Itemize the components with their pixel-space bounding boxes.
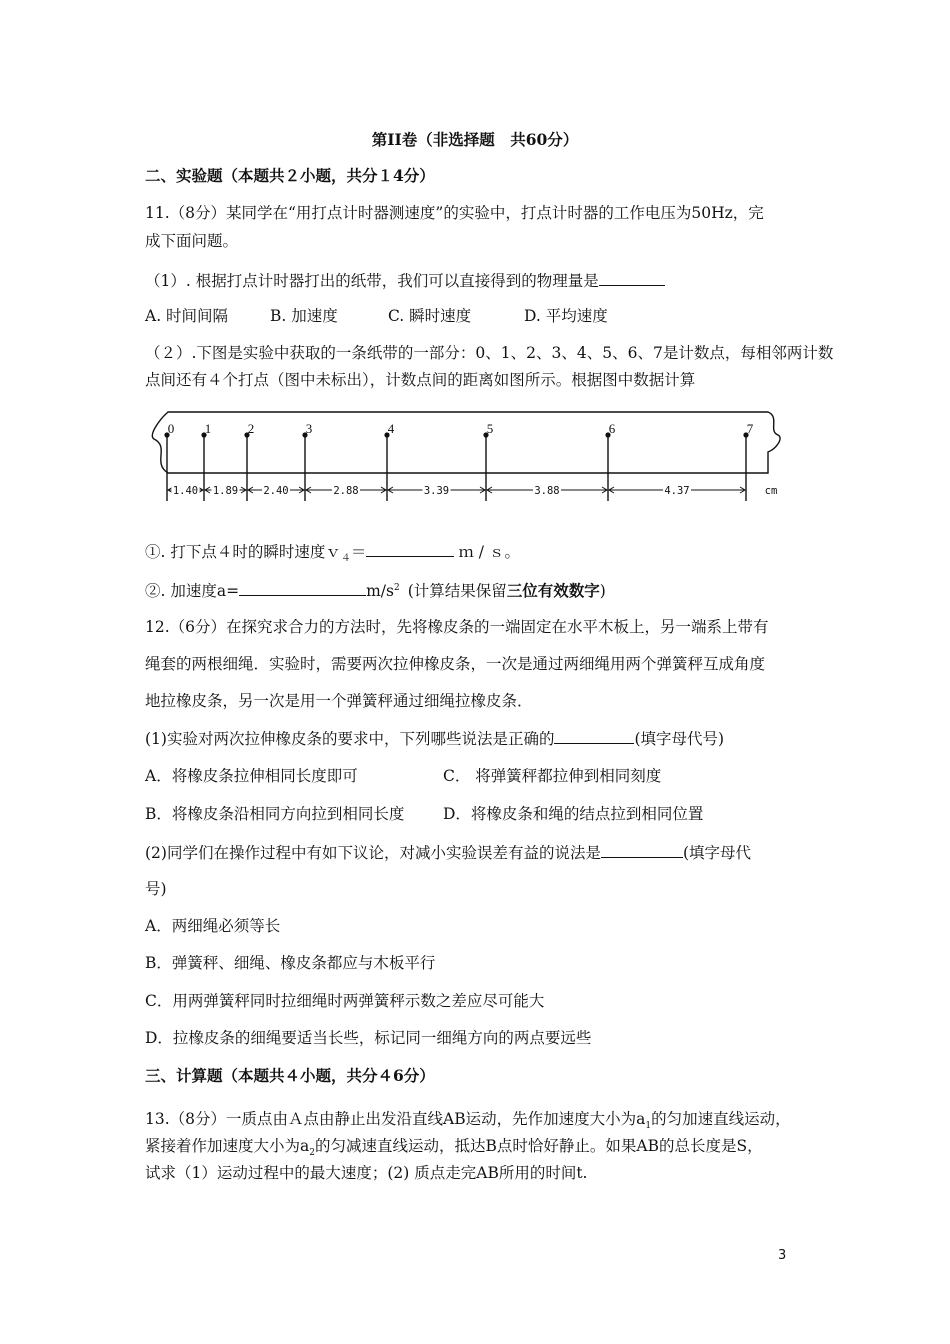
q11-sub2-line1: （２）.下图是实验中获取的一条纸带的一部分：0、1、2、3、4、5、6、7是计数点，每相邻两计数 [145,344,834,362]
section-title: 第II卷（非选择题 共60分） [371,130,579,149]
ans1-unit: ｍ / ｓ。 [458,543,520,561]
q11-stem-line1: 11.（8分）某同学在“用打点计时器测速度”的实验中，打点计时器的工作电压为50Hz，完 [145,204,764,222]
tape-distance-label-5: 3.88 [534,485,560,497]
answer-blank[interactable] [366,541,454,557]
q13-line1-post: 的匀加速直线运动， [651,1110,791,1128]
tape-point-label-5: 5 [486,421,494,436]
tape-point-label-3: 3 [305,421,313,436]
q12-sub1 [145,728,724,749]
tape-point-label-7: 7 [746,421,754,436]
ans2-note-pre: (计算结果保留 [407,582,507,601]
option-a: A．将橡皮条拉伸相同长度即可 [145,767,358,785]
tape-point-label-1: 1 [204,421,212,436]
q12-sub1-tail: (填字母代号) [634,730,725,748]
q13-line2 [145,1136,763,1163]
q12-sub1-text: (1)实验对两次拉伸橡皮条的要求中，下列哪些说法是正确的 [145,730,555,748]
part3-heading: 三、计算题（本题共４小题，共分４6分） [145,1066,435,1085]
answer-blank[interactable] [239,580,366,596]
q12-sub2-option-c: C．用两弹簧秤同时拉细绳时两弹簧秤示数之差应尽可能大 [145,992,545,1010]
q11-stem-line2: 成下面问题。 [145,232,239,250]
ans2-note-bold: 三位有效数字 [506,581,600,601]
q12-sub2 [145,842,751,863]
q12-sub1-options-ac [145,766,661,786]
tape-point-label-2: 2 [247,421,255,436]
q12-line1: 12.（6分）在探究求合力的方法时，先将橡皮条的一端固定在水平木板上，另一端系上带有 [145,618,769,636]
q13-line3: 试求（1）运动过程中的最大速度；(2) 质点走完AB所用的时间t. [145,1164,588,1182]
q11-sub2-line2: 点间还有４个打点（图中未标出），计数点间的距离如图所示。根据图中数据计算 [145,371,696,389]
q11-sub1 [145,270,665,291]
ans1-prefix: ①. 打下点４时的瞬时速度ｖ [145,543,341,561]
q13-line2-post: 的匀减速直线运动，抵达B点时恰好静止。如果AB的总长度是S， [314,1137,763,1155]
ans1-sub: ４ [340,553,351,565]
tape-distance-label-3: 2.88 [333,485,359,497]
option-b: B. 加速度 [270,307,338,325]
answer-blank[interactable] [554,728,634,744]
q13-line2-sub: 2 [309,1148,315,1159]
ans1-eq: ＝ [350,543,367,561]
tape-point-label-6: 6 [608,421,616,436]
option-d: D．将橡皮条和绳的结点拉到相同位置 [443,805,704,823]
tape-distance-label-0: 1.40 [172,485,199,497]
tape-point-label-4: 4 [387,421,395,436]
q13-line1 [145,1109,791,1136]
q12-sub2-option-b: B．弹簧秤、细绳、橡皮条都应与木板平行 [145,954,436,972]
q12-sub2-tail: (填字母代 [682,844,752,862]
ans2-unit: m/s [366,582,394,601]
q13-line2-pre: 紧接着作加速度大小为a [145,1137,310,1155]
tape-distance-label-6: 4.37 [664,485,690,497]
option-d: D. 平均速度 [524,307,608,325]
q11-answer1 [145,541,520,569]
q13-line1-pre: 13.（8分）一质点由Ａ点由静止出发沿直线AB运动，先作加速度大小为a [145,1110,646,1128]
q11-answer2 [145,578,606,601]
q12-sub2-option-d: D．拉橡皮条的细绳要适当长些，标记同一细绳方向的两点要远些 [145,1029,592,1047]
q12-sub2-text: (2)同学们在操作过程中有如下议论，对减小实验误差有益的说法是 [145,844,601,862]
q12-sub2-option-a: A．两细绳必须等长 [145,917,281,935]
answer-blank[interactable] [599,270,665,286]
q13-line1-sub: 1 [645,1121,652,1132]
paper-tape-figure [140,405,820,505]
ans2-sup: 2 [393,583,400,593]
q11-sub1-options [145,306,608,326]
tape-distance-label-1: 1.89 [212,485,239,497]
q12-line2: 绳套的两根细绳．实验时，需要两次拉伸橡皮条，一次是通过两细绳用两个弹簧秤互成角度 [145,655,766,673]
option-a: A. 时间间隔 [145,307,229,325]
tape-unit-label: cm [764,485,778,497]
q12-line3: 地拉橡皮条，另一次是用一个弹簧秤通过细绳拉橡皮条． [145,692,533,710]
ans2-note-post: ) [599,582,606,601]
q12-sub2-tail2: 号) [145,880,167,898]
page-number: 3 [778,1248,787,1263]
tape-distance-label-4: 3.39 [423,485,450,497]
answer-blank[interactable] [601,842,683,858]
option-c: C． 将弹簧秤都拉伸到相同刻度 [443,767,662,785]
tape-distance-label-2: 2.40 [263,485,289,497]
ans2-prefix: ②. 加速度a= [145,582,240,601]
q11-sub1-text: （1）. 根据打点计时器打出的纸带，我们可以直接得到的物理量是 [145,272,599,290]
part2-heading: 二、实验题（本题共２小题，共分１4分） [145,166,435,185]
option-b: B．将橡皮条沿相同方向拉到相同长度 [145,805,405,823]
tape-point-label-0: 0 [167,421,175,436]
option-c: C. 瞬时速度 [388,307,472,325]
q12-sub1-options-bd [145,804,703,824]
